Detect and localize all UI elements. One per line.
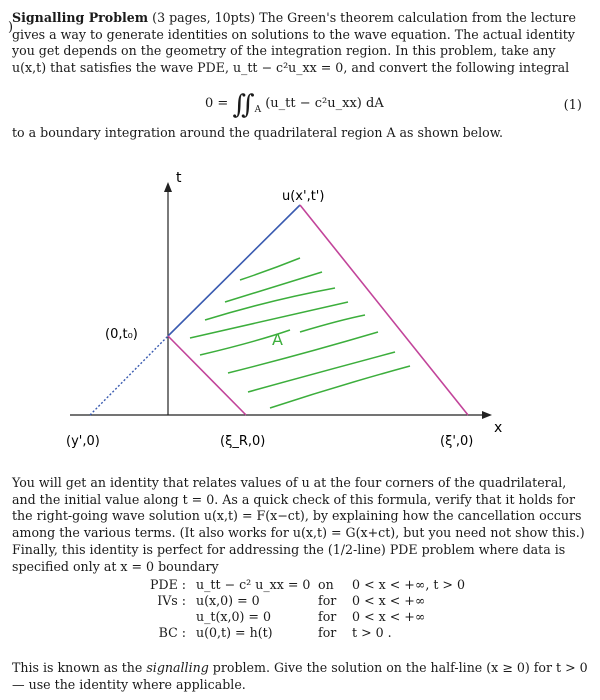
paren-prefix: ) xyxy=(8,20,14,35)
t-axis-label: t xyxy=(176,170,182,186)
bottom-mid-label: (ξ_R,0) xyxy=(220,434,266,449)
after-equation-text: to a boundary integration around the quadrilateral region A as shown below. xyxy=(12,125,503,140)
left-point-label: (0,t₀) xyxy=(105,327,138,342)
t-axis-arrow xyxy=(164,182,172,192)
top-point-label: u(x',t') xyxy=(282,189,325,204)
pde-system xyxy=(150,577,465,641)
x-axis-arrow xyxy=(482,411,492,419)
magenta-inner-line xyxy=(168,336,246,415)
double-integral-icon: ∬ xyxy=(232,90,255,120)
problem-points: (3 pages, 10pts) xyxy=(152,10,256,25)
x-axis-label: x xyxy=(494,420,503,436)
magenta-right-edge xyxy=(300,205,468,415)
signalling-emphasis: signalling xyxy=(146,660,209,675)
region-label: A xyxy=(272,330,283,349)
problem-intro xyxy=(8,10,588,76)
finally-paragraph: Finally, this identity is perfect for addressing the (1/2-line) PDE problem where data is specified only at x = 0 boundary xyxy=(12,542,566,574)
equation-1: $0 = ∬_A$ (u_tt − c²u_xx) dA xyxy=(205,90,384,120)
blue-dotted-line xyxy=(90,336,168,415)
equation-number: (1) xyxy=(563,98,582,113)
iv-row-1: IVs : u(x,0) = 0 for 0 < x < +∞ xyxy=(157,593,426,608)
problem-title: Signalling Problem xyxy=(12,10,149,25)
problem-intro-text: The Green's theorem calculation from the lecture gives a way to generate identities on solutions to the wave equation. The actual identity you get depends on the geometry of the integration region. In this problem, take any u(x,t) that satisfies the wave PDE, u_tt − c²u_xx = 0, and convert the following integral xyxy=(12,10,576,75)
region-figure xyxy=(0,160,600,460)
pde-row: PDE : u_tt − c² u_xx = 0 on 0 < x < +∞, t > 0 xyxy=(150,577,465,592)
identity-paragraph: You will get an identity that relates values of u at the four corners of the quadrilateral, and the initial value along t = 0. As a quick check of this formula, verify that it holds for the right-going wave solution u(x,t) = F(x−ct), by explaining how the cancellation occurs among the various terms. (It also works for u(x,t) = G(x+ct), but you need not show this.) xyxy=(12,475,585,540)
bc-row: BC : u(0,t) = h(t) for t > 0 . xyxy=(158,625,392,640)
bottom-right-label: (ξ',0) xyxy=(440,434,474,449)
iv-row-2: u_t(x,0) = 0 for 0 < x < +∞ xyxy=(196,609,426,624)
blue-left-edge xyxy=(168,205,300,336)
bottom-left-label: (y',0) xyxy=(66,434,100,449)
signalling-paragraph: This is known as the signalling problem. Give the solution on the half-line (x ≥ 0) for t > 0 — use the identity where applicable. xyxy=(12,660,588,692)
